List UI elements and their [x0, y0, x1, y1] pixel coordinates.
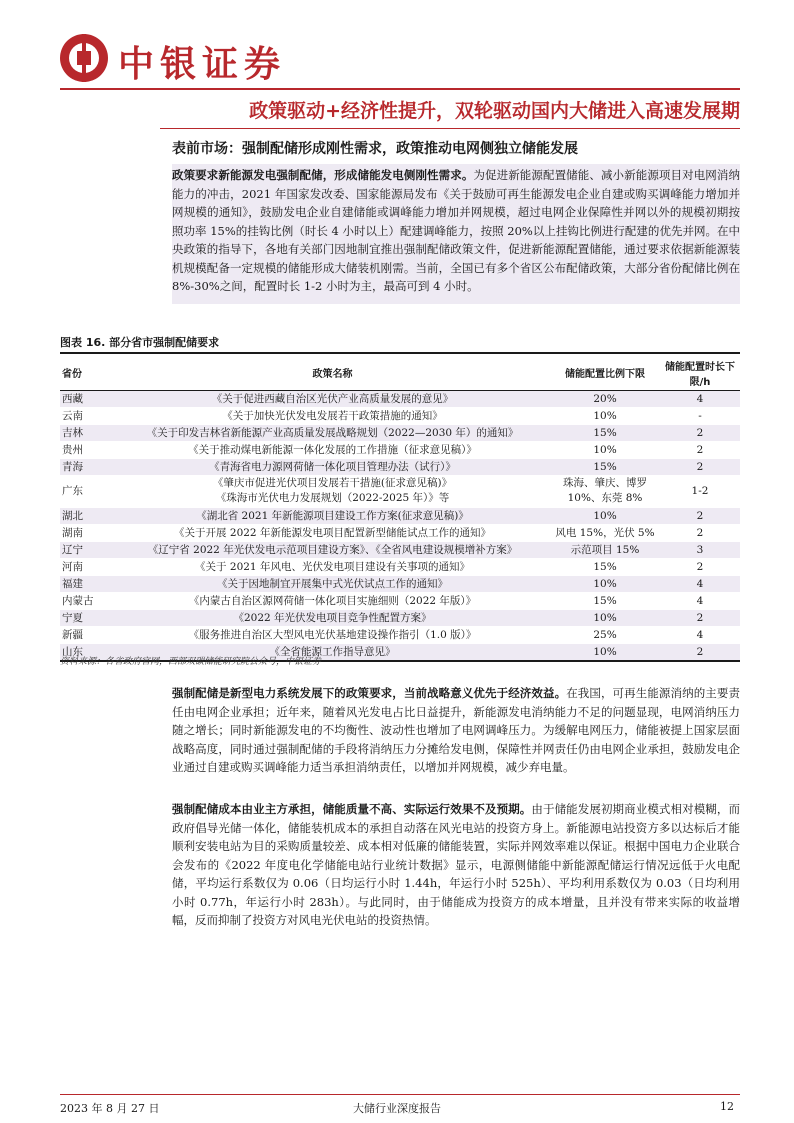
cell-duration: - — [660, 407, 740, 424]
cell-policy: 《青海省电力源网荷储一体化项目管理办法（试行）》 — [115, 458, 550, 475]
header-policy: 政策名称 — [115, 356, 550, 390]
cell-duration: 4 — [660, 592, 740, 609]
footer-page-number: 12 — [720, 1100, 734, 1113]
cell-duration: 2 — [660, 643, 740, 661]
table-row — [60, 609, 740, 626]
paragraph-2-body: 在我国，可再生能源消纳的主要责任由电网企业承担；近年来，随着风光发电占比日益提升，新能源发电消纳能力不足的问题显现，电网消纳压力随之增长；同时新能源发电的不均衡性、波动性也增加了电网调峰压力。为缓解电网压力，储能被提上国家层面战略高度，同时通过强制配储的手段将消纳压力分摊给发电侧，保障性并网责任仍由电网企业承担，鼓励发电企业通过自建或购买调峰能力适当承担消纳责任，以增加并网规模，减少弃电量。 — [172, 686, 740, 774]
cell-province: 福建 — [60, 575, 115, 592]
cell-province: 山东 — [60, 643, 115, 661]
cell-province: 贵州 — [60, 441, 115, 458]
table-row — [60, 424, 740, 441]
table-row — [60, 592, 740, 609]
cell-duration: 2 — [660, 558, 740, 575]
paragraph-3 — [172, 800, 740, 930]
cell-ratio: 15% — [550, 592, 660, 609]
bank-logo-icon — [60, 34, 108, 82]
table-row — [60, 541, 740, 558]
paragraph-1 — [172, 164, 740, 304]
paragraph-2 — [172, 684, 740, 777]
cell-policy: 《关于 2021 年风电、光伏发电项目建设有关事项的通知》 — [115, 558, 550, 575]
title-divider — [160, 128, 740, 129]
cell-policy: 《2022 年光伏发电项目竞争性配置方案》 — [115, 609, 550, 626]
cell-ratio: 10% — [550, 441, 660, 458]
cell-ratio: 10% — [550, 407, 660, 424]
cell-province: 新疆 — [60, 626, 115, 643]
cell-province: 湖南 — [60, 524, 115, 541]
cell-policy: 《关于因地制宜开展集中式光伏试点工作的通知》 — [115, 575, 550, 592]
table-row — [60, 475, 740, 507]
cell-ratio: 15% — [550, 558, 660, 575]
paragraph-3-lead: 强制配储成本由业主方承担，储能质量不高、实际运行效果不及预期。 — [172, 802, 532, 816]
cell-ratio: 20% — [550, 390, 660, 407]
figure-title: 图表 16. 部分省市强制配储要求 — [60, 336, 220, 349]
cell-policy: 《辽宁省 2022 年光伏发电示范项目建设方案》、《全省风电建设规模增补方案》 — [115, 541, 550, 558]
cell-province: 广东 — [60, 475, 115, 507]
header-divider — [60, 88, 740, 90]
cell-policy: 《内蒙古自治区源网荷储一体化项目实施细则（2022 年版）》 — [115, 592, 550, 609]
cell-policy: 《关于印发吉林省新能源产业高质量发展战略规划（2022—2030 年）的通知》 — [115, 424, 550, 441]
figure-top-rule — [60, 352, 740, 354]
header-province: 省份 — [60, 356, 115, 390]
cell-duration: 2 — [660, 609, 740, 626]
header-duration: 储能配置时长下限/h — [660, 356, 740, 390]
cell-policy: 《服务推进自治区大型风电光伏基地建设操作指引（1.0 版）》 — [115, 626, 550, 643]
cell-policy: 《关于加快光伏发电发展若干政策措施的通知》 — [115, 407, 550, 424]
cell-duration: 2 — [660, 441, 740, 458]
storage-requirements-table — [60, 356, 740, 662]
table-row — [60, 407, 740, 424]
cell-policy: 《关于促进西藏自治区光伏产业高质量发展的意见》 — [115, 390, 550, 407]
cell-province: 宁夏 — [60, 609, 115, 626]
cell-province: 内蒙古 — [60, 592, 115, 609]
table-row — [60, 458, 740, 475]
cell-duration: 3 — [660, 541, 740, 558]
cell-ratio: 15% — [550, 458, 660, 475]
paragraph-1-lead: 政策要求新能源发电强制配储，形成储能发电侧刚性需求。 — [172, 168, 474, 182]
main-title: 政策驱动+经济性提升，双轮驱动国内大储进入高速发展期 — [249, 100, 740, 122]
table-header-row — [60, 356, 740, 390]
cell-duration: 4 — [660, 626, 740, 643]
cell-policy: 《肇庆市促进光伏项目发展若干措施(征求意见稿)》 《珠海市光伏电力发展规划（2022-2025 年）》等 — [115, 475, 550, 507]
cell-policy: 《湖北省 2021 年新能源项目建设工作方案(征求意见稿)》 — [115, 507, 550, 524]
cell-province: 河南 — [60, 558, 115, 575]
header-ratio: 储能配置比例下限 — [550, 356, 660, 390]
cell-duration: 4 — [660, 575, 740, 592]
cell-province: 西藏 — [60, 390, 115, 407]
cell-duration: 2 — [660, 507, 740, 524]
cell-ratio: 示范项目 15% — [550, 541, 660, 558]
paragraph-2-lead: 强制配储是新型电力系统发展下的政策要求，当前战略意义优先于经济效益。 — [172, 686, 567, 700]
footer-report-name: 大储行业深度报告 — [353, 1102, 441, 1115]
figure-source: 资料来源：各省政府官网，西部双碳储能研究院公众号，中银证券 — [60, 657, 322, 667]
cell-duration: 4 — [660, 390, 740, 407]
table-row — [60, 390, 740, 407]
table-row — [60, 575, 740, 592]
cell-province: 吉林 — [60, 424, 115, 441]
cell-ratio: 10% — [550, 575, 660, 592]
cell-policy: 《关于推动煤电新能源一体化发展的工作措施（征求意见稿）》 — [115, 441, 550, 458]
cell-province: 青海 — [60, 458, 115, 475]
cell-ratio: 10% — [550, 643, 660, 661]
table-row — [60, 626, 740, 643]
cell-duration: 2 — [660, 424, 740, 441]
brand-name: 中银证券 — [118, 44, 287, 85]
cell-ratio: 15% — [550, 424, 660, 441]
cell-province: 湖北 — [60, 507, 115, 524]
cell-ratio: 10% — [550, 507, 660, 524]
cell-duration: 2 — [660, 458, 740, 475]
footer-divider — [60, 1094, 740, 1095]
table-row — [60, 441, 740, 458]
table-row — [60, 558, 740, 575]
cell-ratio: 珠海、肇庆、博罗 10%、东莞 8% — [550, 475, 660, 507]
paragraph-1-body: 为促进新能源配置储能、减小新能源项目对电网消纳能力的冲击，2021 年国家发改委、国家能源局发布《关于鼓励可再生能源发电企业自建或购买调峰能力增加并网规模的通知》，鼓励发电企业自建储能或调峰能力增加并网规模，超过电网企业保障性并网以外的规模初期按照功率 15%的挂钩比例（时长 4 小时以上）配建调峰能力，按照 20%以上挂钩比例进行配建的优先并网。在中央政策的指导下，各地有关部门因地制宜推出强制配储政策文件，促进新能源配置储能，通过要求依据新能源装机规模配备一定规模的储能形成大储装机刚需。当前，全国已有多个省区公布配储政策，大部分省份配储比例在 8%-30%之间，配置时长 1-2 小时为主，最高可到 4 小时。 — [172, 168, 740, 293]
table-row — [60, 524, 740, 541]
cell-province: 辽宁 — [60, 541, 115, 558]
footer-date: 2023 年 8 月 27 日 — [60, 1102, 160, 1115]
cell-ratio: 25% — [550, 626, 660, 643]
cell-policy: 《全省能源工作指导意见》 — [115, 643, 550, 661]
cell-province: 云南 — [60, 407, 115, 424]
cell-duration: 1-2 — [660, 475, 740, 507]
cell-duration: 2 — [660, 524, 740, 541]
section-title: 表前市场：强制配储形成刚性需求，政策推动电网侧独立储能发展 — [172, 141, 578, 157]
table-row — [60, 507, 740, 524]
cell-policy: 《关于开展 2022 年新能源发电项目配置新型储能试点工作的通知》 — [115, 524, 550, 541]
cell-ratio: 10% — [550, 609, 660, 626]
cell-ratio: 风电 15%，光伏 5% — [550, 524, 660, 541]
page-header — [60, 30, 740, 90]
paragraph-3-body: 由于储能发展初期商业模式相对模糊，而政府倡导光储一体化，储能装机成本的承担自动落在风光电站的投资方身上。新能源电站投资方多以达标后才能顺利安装电站为目的采购质量较差、成本相对低廉的储能装置，实际并网效率难以保证。根据中国电力企业联合会发布的《2022 年度电化学储能电站行业统计数据》显示，电源侧储能中新能源配储运行情况远低于火电配储，平均运行系数仅为 0.06（日均运行小时 1.44h，年运行小时 525h）、平均利用系数仅为 0.03（日均利用小时 0.77h，年运行小时 283h）。与此同时，由于储能成为投资方的成本增量，且并没有带来实际的收益增幅，反而抑制了投资方对风电光伏电站的投资热情。 — [172, 802, 740, 927]
